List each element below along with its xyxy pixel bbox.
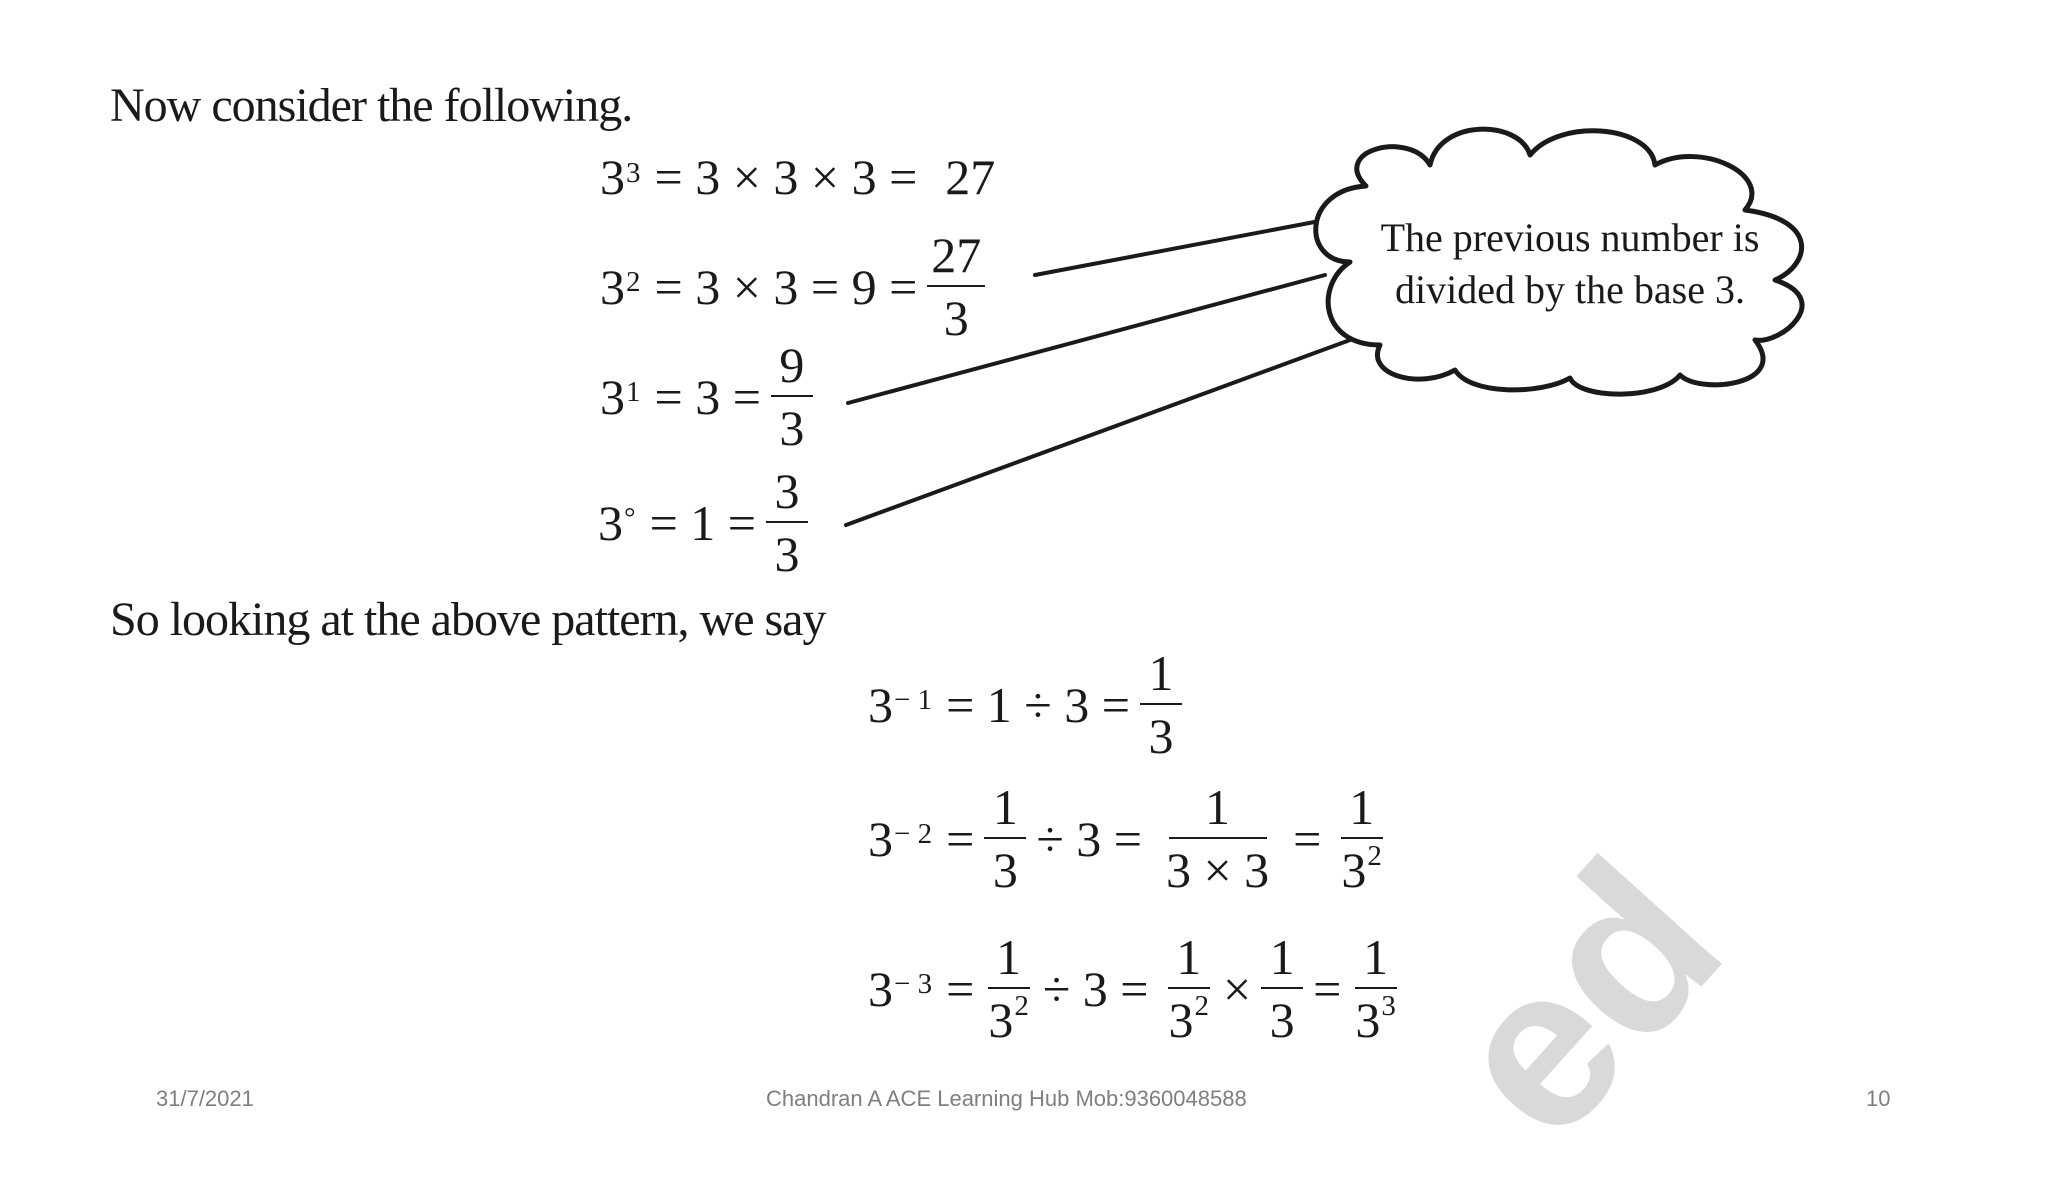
callout-line-1: The previous number is [1380,215,1760,260]
fraction: $\frac{1}{3^2}$ [1168,929,1209,1048]
equation-3-power-1: 3 $^1$ = 3 = $\frac{9}{3}$ [600,340,823,453]
footer-author: Chandran A ACE Learning Hub Mob:9360048588 [766,1086,1247,1111]
intro-heading: Now consider the following. [110,79,633,132]
equation-3-power-0: 3 ° = 1 = $\frac{3}{3}$ [598,466,818,579]
fraction: $\frac{1}{3^3}$ [1355,929,1396,1048]
fraction: $\frac{1}{3}$ [1140,648,1182,761]
callout-line-2: divided by the base 3. [1395,267,1745,312]
equation-3-power-neg3: 3 $^{- 3}$ = $\frac{1}{3^2}$ ÷ 3 = $\frac{1}{3^2}$ × $\frac{1}{3}$ = $\frac{1}{3^3}$ [868,932,1410,1045]
fraction: $\frac{1}{3}$ [984,782,1026,895]
fraction: $\frac{1}{3}$ [1261,932,1303,1045]
fraction: $\frac{9}{3}$ [771,340,813,453]
connector-line-2 [848,275,1325,403]
equation-3-power-neg1: 3 $^{- 1}$ = 1 ÷ 3 = $\frac{1}{3}$ [868,648,1192,761]
fraction: $\frac{1}{3^2}$ [988,929,1029,1048]
fraction: $\frac{3}{3}$ [766,466,808,579]
callout-text [1340,212,1800,316]
watermark: ed [1397,813,1769,1185]
connector-line-1 [1035,220,1325,275]
equation-3-power-neg2: 3 $^{- 2}$ = $\frac{1}{3}$ ÷ 3 = $\frac{1}{3 \times 3}$ = $\frac{1}{3^2}$ [868,782,1396,895]
connector-line-3 [846,340,1350,525]
pattern-heading: So looking at the above pattern, we say [110,593,826,646]
equation-3-squared: 3 $^2$ = 3 × 3 = 9 = $\frac{27}{3}$ [600,230,995,343]
footer-date: 31/7/2021 [156,1086,254,1111]
slide-number: 10 [1866,1086,1891,1111]
fraction: $\frac{1}{3 \times 3}$ [1165,779,1270,898]
fraction: $\frac{27}{3}$ [927,230,985,343]
fraction: $\frac{1}{3^2}$ [1341,779,1382,898]
equation-3-cubed: 3 $^3$ = 3 × 3 × 3 = 27 [600,149,996,205]
